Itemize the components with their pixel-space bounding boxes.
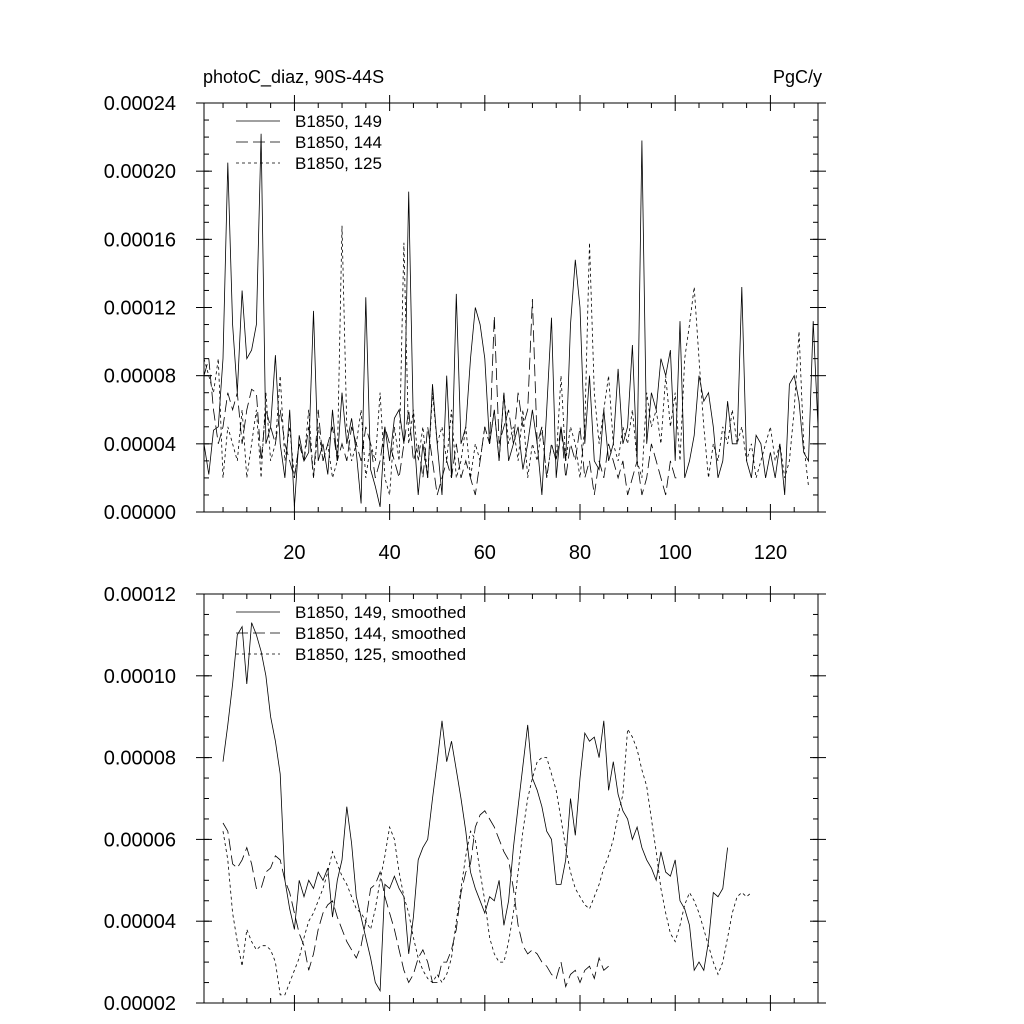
legend-label-2: B1850, 125 bbox=[295, 154, 382, 173]
y-tick-label: 0.00024 bbox=[103, 93, 176, 115]
bottom-plot-panel bbox=[104, 584, 826, 1015]
series-line-1 bbox=[223, 811, 609, 987]
x-tick-label: 20 bbox=[283, 542, 306, 564]
series-line-0 bbox=[223, 623, 728, 991]
y-tick-label: 0.00016 bbox=[103, 229, 176, 252]
chart-title: photoC_diaz, 90S-44S bbox=[203, 67, 385, 87]
y-tick-label: 0.00012 bbox=[103, 297, 176, 320]
y-tick-label: 0.00010 bbox=[103, 665, 176, 688]
x-tick-label: 60 bbox=[473, 542, 496, 564]
series-line-1 bbox=[204, 299, 680, 495]
y-tick-label: 0.00004 bbox=[103, 433, 176, 456]
x-tick-label: 120 bbox=[753, 542, 788, 564]
y-tick-label: 0.00004 bbox=[103, 911, 176, 934]
legend-label-1: B1850, 144, smoothed bbox=[295, 624, 467, 643]
legend-label-0: B1850, 149 bbox=[295, 112, 382, 131]
y-tick-label: 0.00006 bbox=[103, 829, 176, 852]
series-line-0 bbox=[204, 134, 818, 507]
units-label: PgC/y bbox=[772, 67, 822, 87]
y-tick-label: 0.00020 bbox=[103, 161, 176, 184]
series-line-2 bbox=[204, 226, 809, 495]
series-line-2 bbox=[223, 729, 751, 995]
x-tick-label: 40 bbox=[378, 542, 401, 564]
x-tick-label: 100 bbox=[658, 542, 692, 564]
legend-label-0: B1850, 149, smoothed bbox=[295, 603, 467, 622]
legend-label-1: B1850, 144 bbox=[295, 133, 382, 152]
x-tick-label: 80 bbox=[568, 542, 592, 564]
legend-label-2: B1850, 125, smoothed bbox=[295, 645, 467, 664]
y-tick-label: 0.00012 bbox=[103, 584, 176, 606]
top-plot-panel bbox=[104, 93, 826, 564]
y-tick-label: 0.00000 bbox=[103, 502, 176, 524]
y-tick-label: 0.00008 bbox=[103, 747, 176, 770]
y-tick-label: 0.00002 bbox=[103, 993, 176, 1015]
y-tick-label: 0.00008 bbox=[103, 365, 176, 388]
